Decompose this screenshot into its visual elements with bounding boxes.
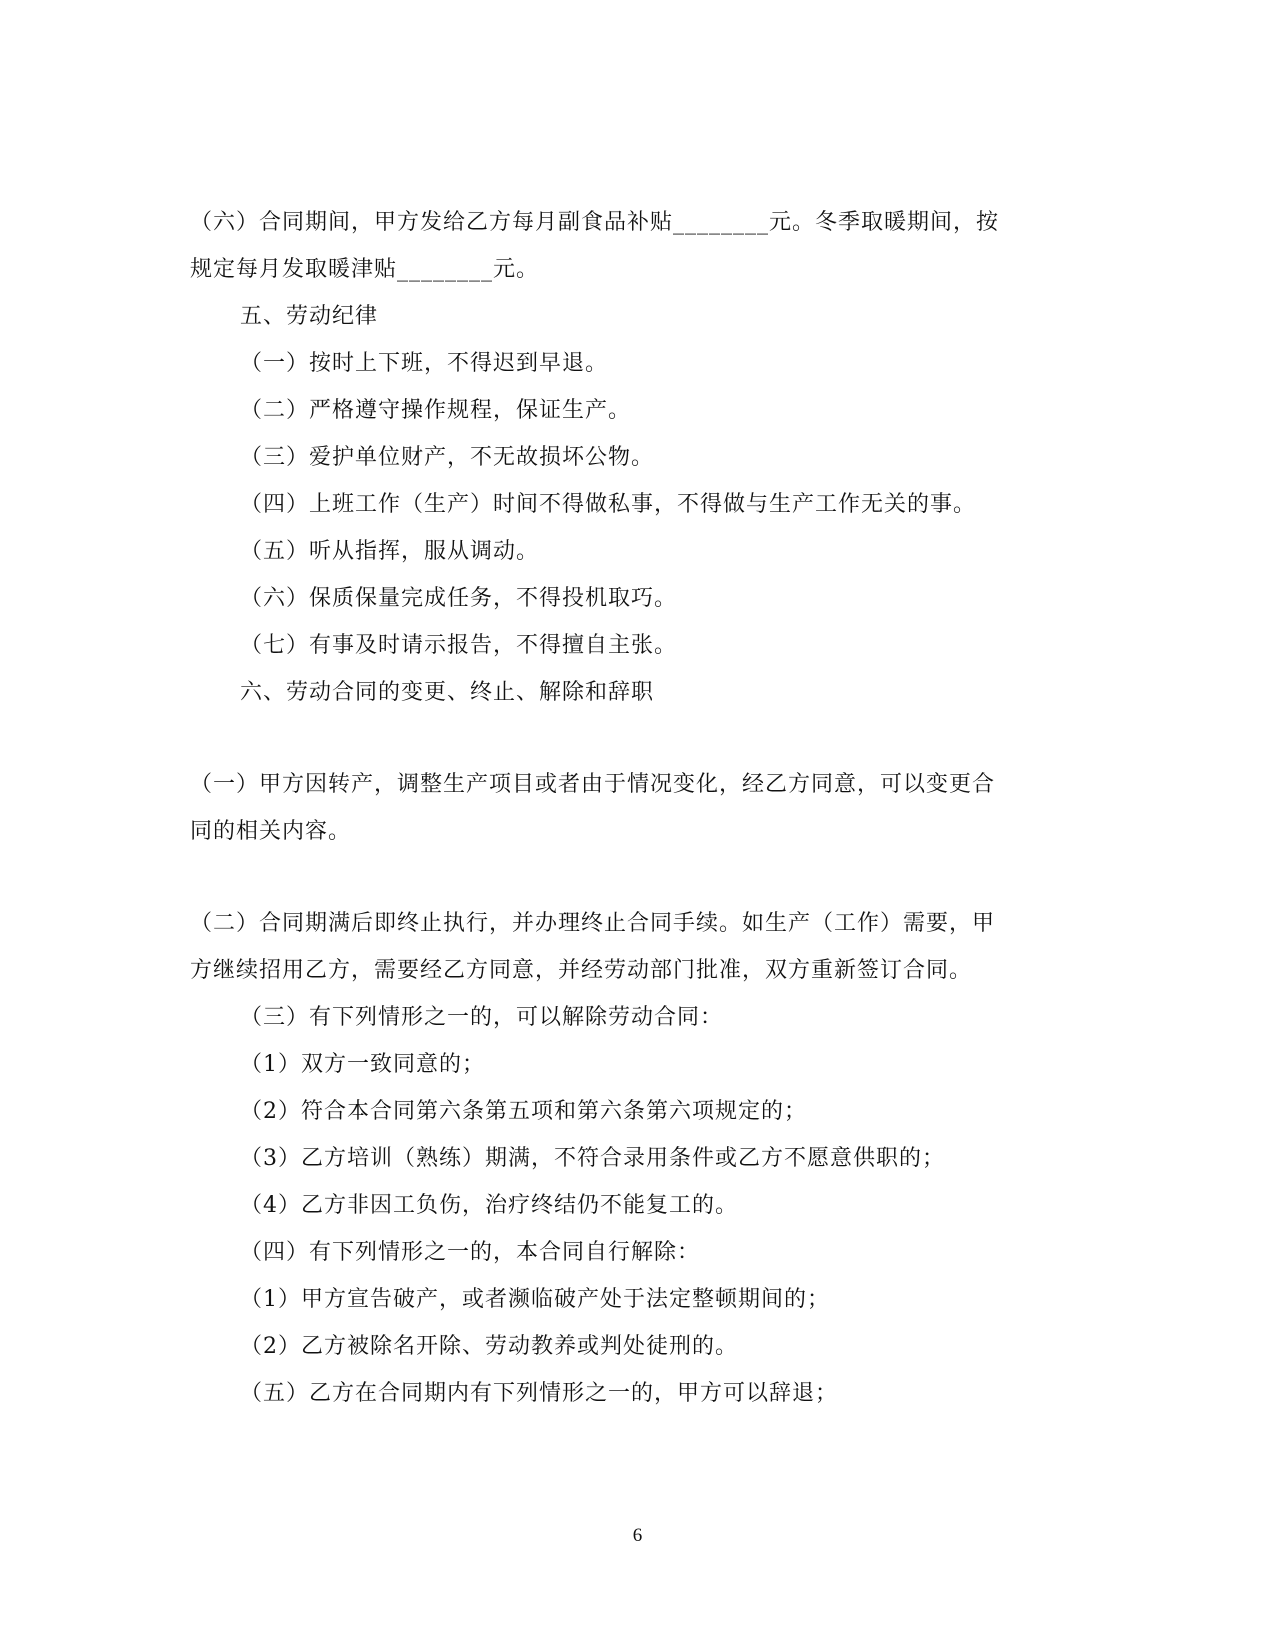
clause-line-16: （三）有下列情形之一的，可以解除劳动合同： xyxy=(240,1005,724,1030)
clause-line-18: （2）符合本合同第六条第五项和第六条第六项规定的； xyxy=(240,1099,807,1124)
clause-line-1: （六）合同期间，甲方发给乙方每月副食品补贴________元。冬季取暖期间，按 xyxy=(190,210,1000,235)
clause-line-2: 规定每月发取暖津贴________元。 xyxy=(190,257,540,282)
clause-line-14: （二）合同期满后即终止执行，并办理终止合同手续。如生产（工作）需要，甲 xyxy=(190,911,996,936)
page-number: 6 xyxy=(632,1525,643,1546)
clause-line-6: （三）爱护单位财产，不无故损坏公物。 xyxy=(240,445,655,470)
clause-line-13: 同的相关内容。 xyxy=(190,819,352,844)
clause-line-23: （2）乙方被除名开除、劳动教养或判处徒刑的。 xyxy=(240,1334,738,1359)
clause-line-10: （七）有事及时请示报告，不得擅自主张。 xyxy=(240,633,678,658)
section-heading-6: 六、劳动合同的变更、终止、解除和辞职 xyxy=(240,680,655,705)
clause-line-20: （4）乙方非因工负伤，治疗终结仍不能复工的。 xyxy=(240,1193,738,1218)
section-heading-5: 五、劳动纪律 xyxy=(240,304,379,329)
clause-line-12: （一）甲方因转产，调整生产项目或者由于情况变化，经乙方同意，可以变更合 xyxy=(190,772,996,797)
clause-line-24: （五）乙方在合同期内有下列情形之一的，甲方可以辞退； xyxy=(240,1381,839,1406)
clause-line-8: （五）听从指挥，服从调动。 xyxy=(240,539,540,564)
clause-line-15: 方继续招用乙方，需要经乙方同意，并经劳动部门批准，双方重新签订合同。 xyxy=(190,958,973,983)
clause-line-7: （四）上班工作（生产）时间不得做私事，不得做与生产工作无关的事。 xyxy=(240,492,977,517)
clause-line-21: （四）有下列情形之一的，本合同自行解除： xyxy=(240,1240,701,1265)
clause-line-19: （3）乙方培训（熟练）期满，不符合录用条件或乙方不愿意供职的； xyxy=(240,1146,945,1171)
clause-line-4: （一）按时上下班，不得迟到早退。 xyxy=(240,351,609,376)
clause-line-22: （1）甲方宣告破产，或者濒临破产处于法定整顿期间的； xyxy=(240,1287,830,1312)
clause-line-17: （1）双方一致同意的； xyxy=(240,1052,485,1077)
clause-line-5: （二）严格遵守操作规程，保证生产。 xyxy=(240,398,632,423)
clause-line-9: （六）保质保量完成任务，不得投机取巧。 xyxy=(240,586,678,611)
